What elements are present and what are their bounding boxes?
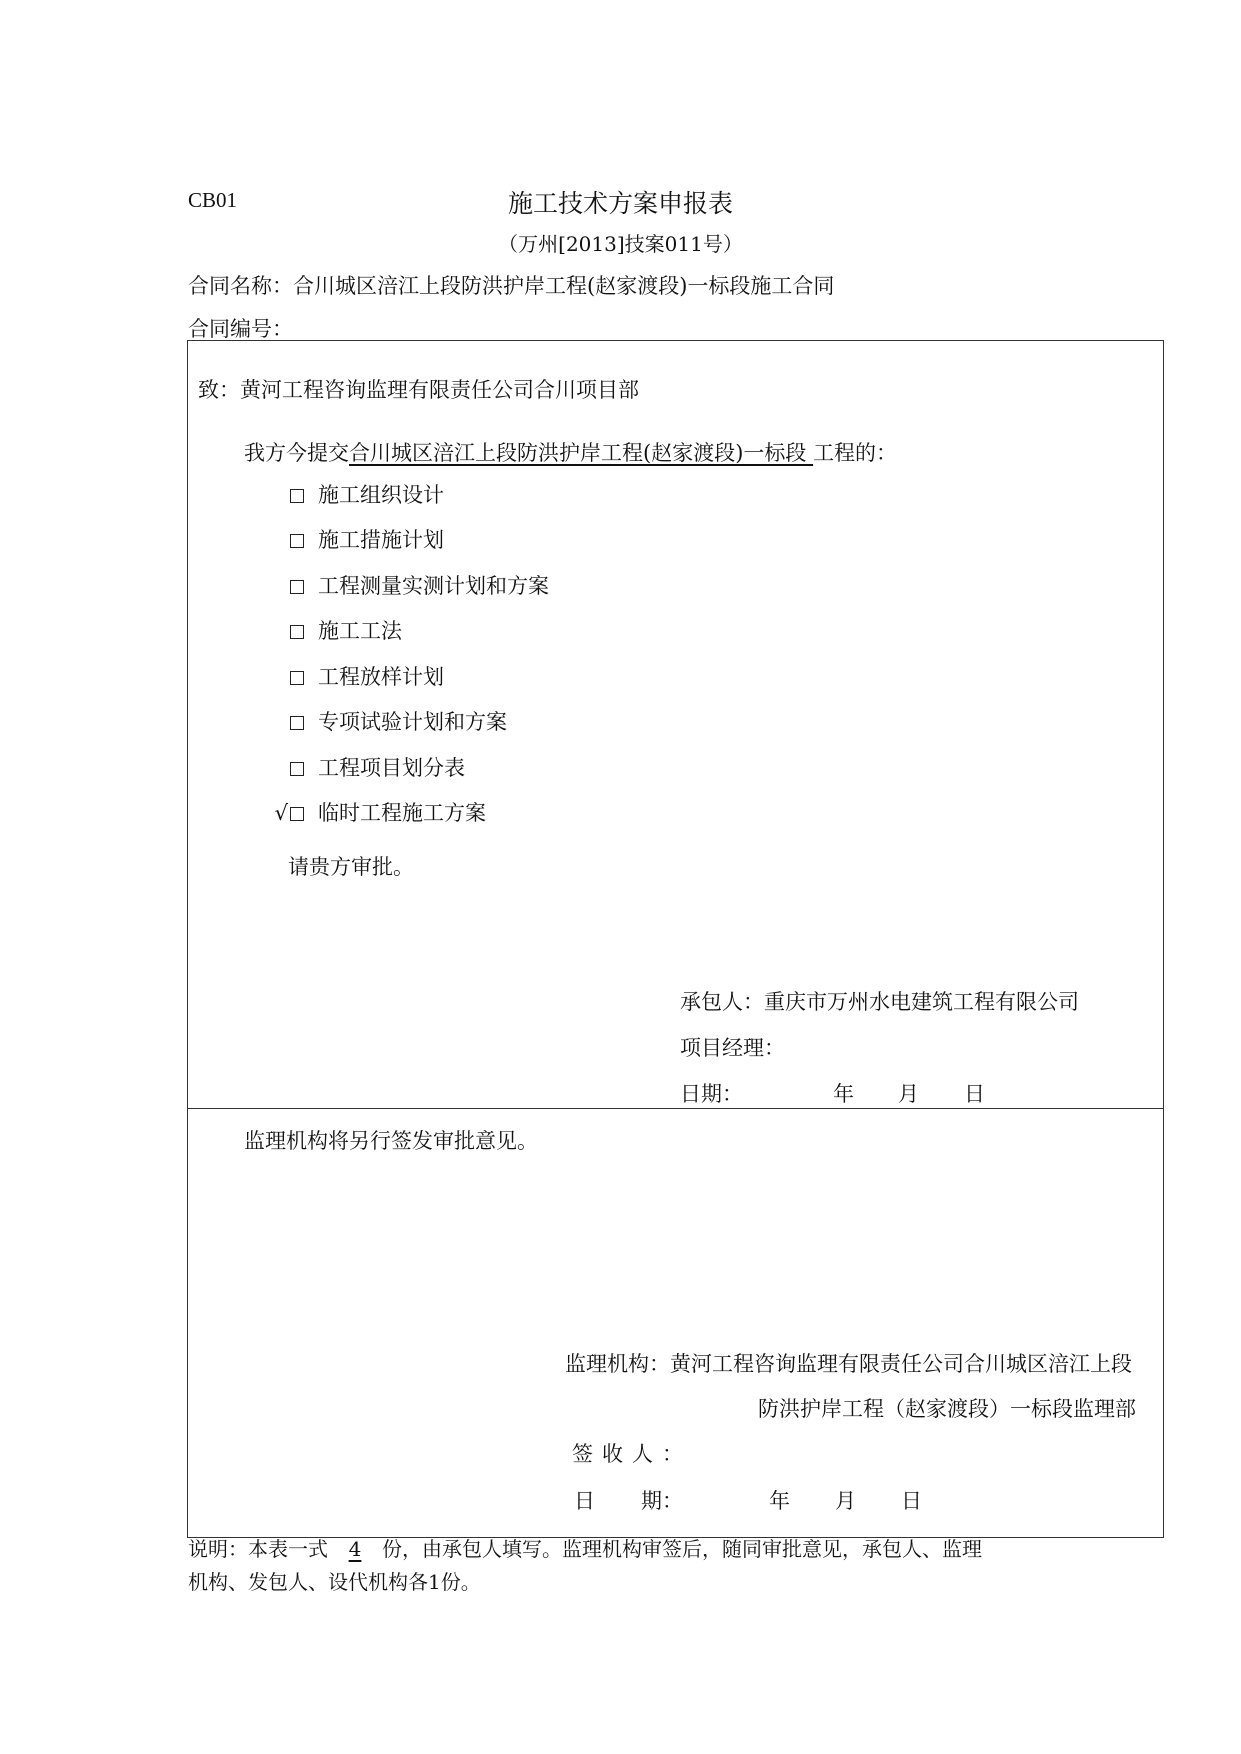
checklist-label: 施工措施计划 <box>318 528 444 552</box>
check-mark: √ <box>274 801 288 825</box>
checklist-label: 专项试验计划和方案 <box>318 710 507 734</box>
project-manager-field: 项目经理： <box>680 1036 785 1060</box>
form-code: CB01 <box>188 188 238 212</box>
supervisor-date-day: 日 <box>901 1489 922 1513</box>
date-label-part-b: 期： <box>641 1489 683 1513</box>
checklist-label: 工程项目划分表 <box>318 756 465 780</box>
checklist-item[interactable] <box>268 706 507 736</box>
receiver-field: 签收人： <box>572 1442 692 1466</box>
footer-note-prefix: 说明：本表一式 <box>188 1537 328 1561</box>
submission-statement <box>244 437 897 467</box>
checkbox-icon[interactable] <box>290 580 304 594</box>
checklist-item[interactable] <box>268 570 549 600</box>
checklist-item[interactable] <box>268 797 486 827</box>
checklist-item[interactable] <box>268 661 444 691</box>
footer-note-line1 <box>188 1533 982 1562</box>
approval-request: 请贵方审批。 <box>288 855 414 879</box>
supervisor-date-label <box>574 1485 683 1515</box>
supervisor-org-line1: 监理机构：黄河工程咨询监理有限责任公司合川城区涪江上段 <box>565 1352 1132 1376</box>
footer-note-suffix: 份，由承包人填写。监理机构审签后，随同审批意见，承包人、监理 <box>382 1537 982 1561</box>
checklist-item[interactable] <box>268 479 444 509</box>
checklist-label: 施工组织设计 <box>318 483 444 507</box>
contract-name: 合同名称：合川城区涪江上段防洪护岸工程(赵家渡段)一标段施工合同 <box>188 274 835 298</box>
form-subtitle: （万州[2013]技案011号） <box>498 232 743 256</box>
contractor-date-label: 日期： <box>680 1082 743 1106</box>
checkbox-icon[interactable] <box>290 716 304 730</box>
footer-note-line2: 机构、发包人、设代机构各1份。 <box>188 1570 481 1594</box>
checkbox-icon[interactable] <box>290 807 304 821</box>
submission-suffix: 工程的： <box>813 441 898 465</box>
checklist-item[interactable] <box>268 752 465 782</box>
checkbox-icon[interactable] <box>290 489 304 503</box>
submission-prefix: 我方今提交 <box>244 441 349 465</box>
supervisor-org-line2: 防洪护岸工程（赵家渡段）一标段监理部 <box>758 1397 1136 1421</box>
addressee: 致：黄河工程咨询监理有限责任公司合川项目部 <box>198 378 639 402</box>
checklist-item[interactable] <box>268 615 402 645</box>
submission-project: 合川城区涪江上段防洪护岸工程(赵家渡段)一标段 <box>349 441 814 465</box>
checkbox-icon[interactable] <box>290 625 304 639</box>
form-title: 施工技术方案申报表 <box>507 189 733 218</box>
checklist-item[interactable] <box>268 524 444 554</box>
checkbox-icon[interactable] <box>290 671 304 685</box>
checklist-label: 工程放样计划 <box>318 665 444 689</box>
copies-count: 4 <box>348 1537 362 1561</box>
contractor-date-year: 年 <box>833 1082 854 1106</box>
checkbox-icon[interactable] <box>290 762 304 776</box>
supervisor-date-year: 年 <box>769 1489 790 1513</box>
supervisor-note: 监理机构将另行签发审批意见。 <box>244 1129 538 1153</box>
contractor-name: 承包人：重庆市万州水电建筑工程有限公司 <box>680 990 1079 1014</box>
checkbox-icon[interactable] <box>290 534 304 548</box>
date-label-part-a: 日 <box>574 1489 595 1513</box>
supervisor-date-month: 月 <box>835 1489 856 1513</box>
checklist-label: 工程测量实测计划和方案 <box>318 574 549 598</box>
contractor-date-day: 日 <box>964 1082 985 1106</box>
checklist-label: 施工工法 <box>318 619 402 643</box>
contract-number: 合同编号： <box>188 317 293 341</box>
section-divider <box>187 1108 1164 1109</box>
checklist-label: 临时工程施工方案 <box>318 801 486 825</box>
contractor-date-month: 月 <box>898 1082 919 1106</box>
